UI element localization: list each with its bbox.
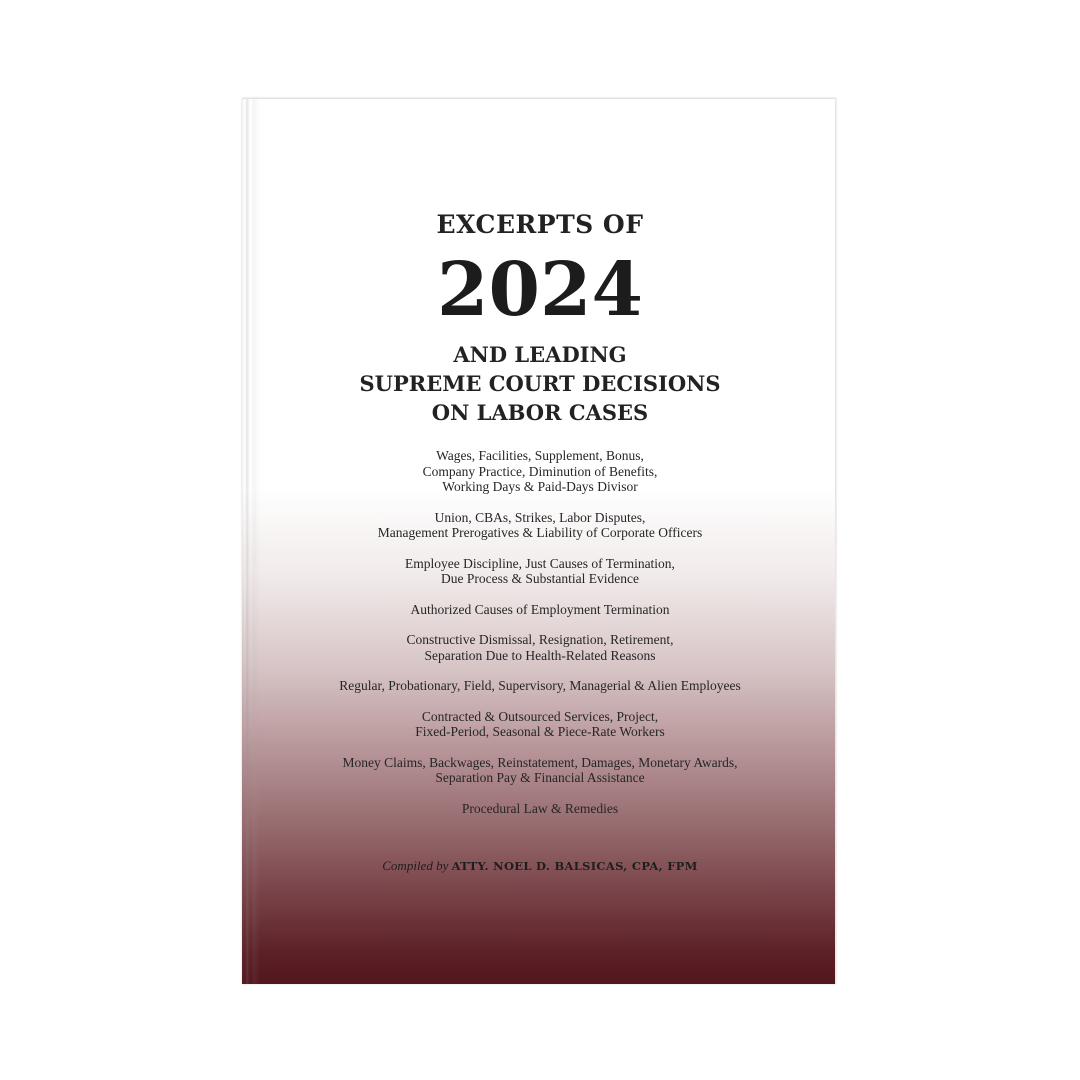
topic-block (244, 556, 836, 587)
topic-line: Due Process & Substantial Evidence (441, 571, 639, 586)
topic-line: Working Days & Paid-Days Divisor (442, 479, 638, 494)
book-cover (242, 98, 836, 984)
topic-list (244, 448, 836, 831)
topic-block (244, 602, 836, 618)
subtitle-line: AND LEADING (453, 342, 627, 367)
subtitle-line: SUPREME COURT DECISIONS (359, 371, 721, 396)
subtitle-line: ON LABOR CASES (431, 400, 649, 425)
topic-line: Wages, Facilities, Supplement, Bonus, (436, 448, 644, 463)
topic-block (244, 755, 836, 786)
cover-year: 2024 (437, 247, 643, 333)
topic-block (244, 448, 836, 495)
topic-line: Authorized Causes of Employment Termination (410, 601, 670, 617)
compiled-by-line (244, 858, 836, 874)
topic-block (244, 709, 836, 740)
topic-line: Fixed-Period, Seasonal & Piece-Rate Workers (415, 724, 665, 739)
topic-block (244, 510, 836, 541)
topic-line: Procedural Law & Remedies (461, 800, 619, 816)
topic-line: Management Prerogatives & Liability of Corporate Officers (377, 525, 703, 540)
topic-line: Union, CBAs, Strikes, Labor Disputes, (434, 509, 646, 525)
topic-line: Separation Due to Health-Related Reasons (424, 647, 656, 663)
compiler-name: ATTY. NOEL D. BALSICAS, CPA, FPM (451, 859, 698, 873)
cover-heading: EXCERPTS OF (436, 210, 644, 239)
topic-block (244, 678, 836, 694)
topic-line: Constructive Dismissal, Resignation, Retirement, (406, 632, 674, 647)
topic-line: Company Practice, Diminution of Benefits, (422, 463, 658, 479)
compiled-prefix: Compiled by (382, 858, 449, 873)
topic-block (244, 801, 836, 817)
topic-line: Employee Discipline, Just Causes of Termination, (405, 555, 675, 571)
topic-line: Contracted & Outsourced Services, Project, (421, 708, 659, 724)
topic-line: Separation Pay & Financial Assistance (435, 770, 645, 785)
topic-block (244, 632, 836, 663)
topic-line: Money Claims, Backwages, Reinstatement, Damages, Monetary Awards, (342, 754, 738, 770)
topic-line: Regular, Probationary, Field, Supervisory, Managerial & Alien Employees (339, 678, 741, 693)
cover-subtitle (244, 340, 836, 427)
